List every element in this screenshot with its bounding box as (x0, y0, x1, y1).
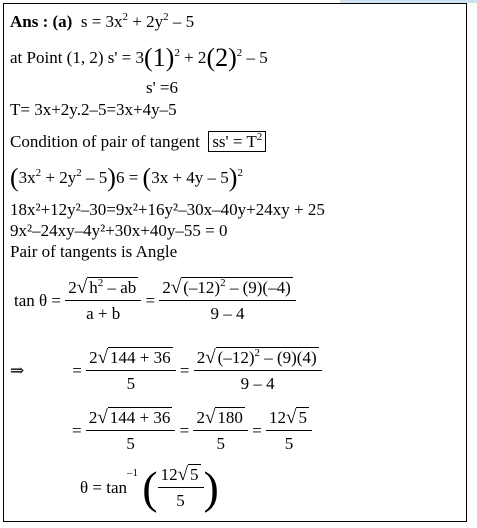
condition-box (208, 131, 266, 152)
denominator: 5 (176, 491, 185, 510)
step-two (10, 348, 322, 394)
equals: = (179, 361, 190, 380)
condition-text: Condition of pair of tangent (10, 132, 200, 151)
exponent: 2 (122, 11, 129, 23)
right-paren: ) (203, 462, 219, 513)
left-paren: ( (142, 462, 158, 513)
paren: ) (107, 163, 116, 192)
step-three (72, 408, 312, 454)
numerator (158, 465, 204, 488)
coef: 2 (196, 408, 205, 427)
numerator (65, 278, 141, 301)
radicand-text: – (9)(4) (259, 348, 317, 367)
equals: = (252, 421, 262, 440)
coef: 2 (162, 278, 171, 297)
sqrt-icon: √ (97, 347, 109, 368)
paren: ( (10, 163, 19, 192)
expr-part: + 2y (128, 12, 164, 31)
denominator: a + b (86, 304, 121, 323)
simplified-equation: 9x²–24xy–4y²+30x+40y–55 = 0 (10, 221, 228, 240)
denominator: 5 (126, 374, 136, 393)
t-line: T= 3x+2y.2–5=3x+4y–5 (10, 100, 177, 119)
paren-group: (1) (144, 43, 175, 72)
expr-part: at Point (1, 2) s' = 3 (10, 48, 145, 67)
exponent: 2 (76, 167, 82, 179)
exponent: 2 (256, 131, 263, 143)
numerator (266, 408, 312, 431)
answer-line (10, 12, 194, 32)
radicand-text: (–12) (183, 278, 221, 297)
radicand-text: – (9)(–4) (225, 278, 291, 297)
fraction (86, 348, 176, 394)
fraction (194, 348, 322, 394)
radicand (181, 277, 292, 297)
denominator: 5 (284, 434, 294, 453)
exponent: 2 (237, 167, 243, 179)
expr-part: + 2y (41, 168, 77, 187)
final-answer (80, 462, 219, 513)
sqrt-icon: √ (97, 407, 108, 428)
tan-lhs: tan θ = (14, 291, 61, 310)
sqrt-icon: √ (286, 407, 297, 428)
radicand (87, 277, 138, 297)
exponent: 2 (174, 47, 180, 59)
pair-angle-heading: Pair of tangents is Angle (10, 242, 178, 261)
exponent: 2 (220, 277, 226, 289)
radicand-text: h (89, 278, 98, 297)
numerator (194, 348, 322, 371)
exponent: 2 (97, 277, 104, 289)
equals: = (72, 421, 82, 440)
numerator (159, 278, 295, 301)
denominator: 5 (126, 434, 135, 453)
fraction (86, 408, 176, 454)
numerator (193, 408, 247, 431)
s-prime-value: s' =6 (146, 78, 179, 97)
expr-part: – 5 (81, 168, 108, 187)
expr-part: 6 = (115, 168, 143, 187)
equals: = (72, 361, 82, 380)
coef: 2 (68, 278, 77, 297)
fraction-substituted (159, 278, 295, 324)
radicand: 144 + 36 (110, 348, 171, 367)
equals: = (145, 291, 156, 310)
radicand: 144 + 36 (109, 408, 171, 427)
expr-part: 3x (18, 168, 36, 187)
exponent: 2 (35, 167, 42, 179)
radicand: 180 (217, 408, 243, 427)
tan-formula (14, 278, 296, 324)
answer-label: Ans : (a) (10, 12, 73, 31)
implies-icon: ⇒ (10, 361, 25, 380)
expr-part: + 2 (179, 48, 207, 67)
fraction (266, 408, 312, 454)
radicand (216, 347, 319, 367)
sqrt-icon: √ (177, 464, 189, 485)
paren: ) (228, 163, 238, 192)
radicand: 5 (190, 465, 199, 484)
expr-part: – 5 (242, 48, 268, 67)
inverse-exponent: –1 (127, 466, 138, 479)
denominator: 9 – 4 (210, 304, 245, 323)
fraction (158, 465, 204, 511)
fraction-general (65, 278, 141, 324)
paren: ( (142, 163, 152, 192)
tangent-equation (10, 163, 243, 192)
sqrt-icon: √ (205, 347, 216, 368)
coef: 2 (89, 348, 98, 367)
coef: 2 (196, 348, 206, 367)
sqrt-icon: √ (204, 407, 216, 428)
expr-part: – 5 (168, 12, 195, 31)
point-line (10, 43, 268, 72)
denominator: 9 – 4 (240, 374, 275, 393)
exponent: 2 (254, 347, 260, 359)
numerator (86, 348, 176, 371)
expanded-equation: 18x²+12y²–30=9x²+16y²–30x–40y+24xy + 25 (10, 200, 325, 219)
coef: 2 (88, 408, 98, 427)
equals: = (179, 421, 190, 440)
sqrt-icon: √ (170, 277, 182, 298)
radicand-text: (–12) (217, 348, 255, 367)
final-lhs: θ = tan (80, 478, 127, 497)
sqrt-icon: √ (76, 277, 88, 298)
expr-part: 3x + 4y – 5 (151, 168, 229, 187)
numerator (86, 408, 176, 431)
paren-group: (2) (206, 43, 237, 72)
radicand-text: – ab (103, 278, 137, 297)
coef: 12 (160, 465, 178, 484)
coef: 12 (269, 408, 286, 427)
condition-line (10, 132, 266, 152)
exponent: 2 (163, 11, 169, 23)
denominator: 5 (216, 434, 225, 453)
fraction (193, 408, 247, 454)
condition-formula: ss' = T (212, 132, 257, 151)
expr-part: s = 3x (80, 12, 123, 31)
radicand: 5 (298, 408, 307, 427)
exponent: 2 (236, 47, 243, 59)
